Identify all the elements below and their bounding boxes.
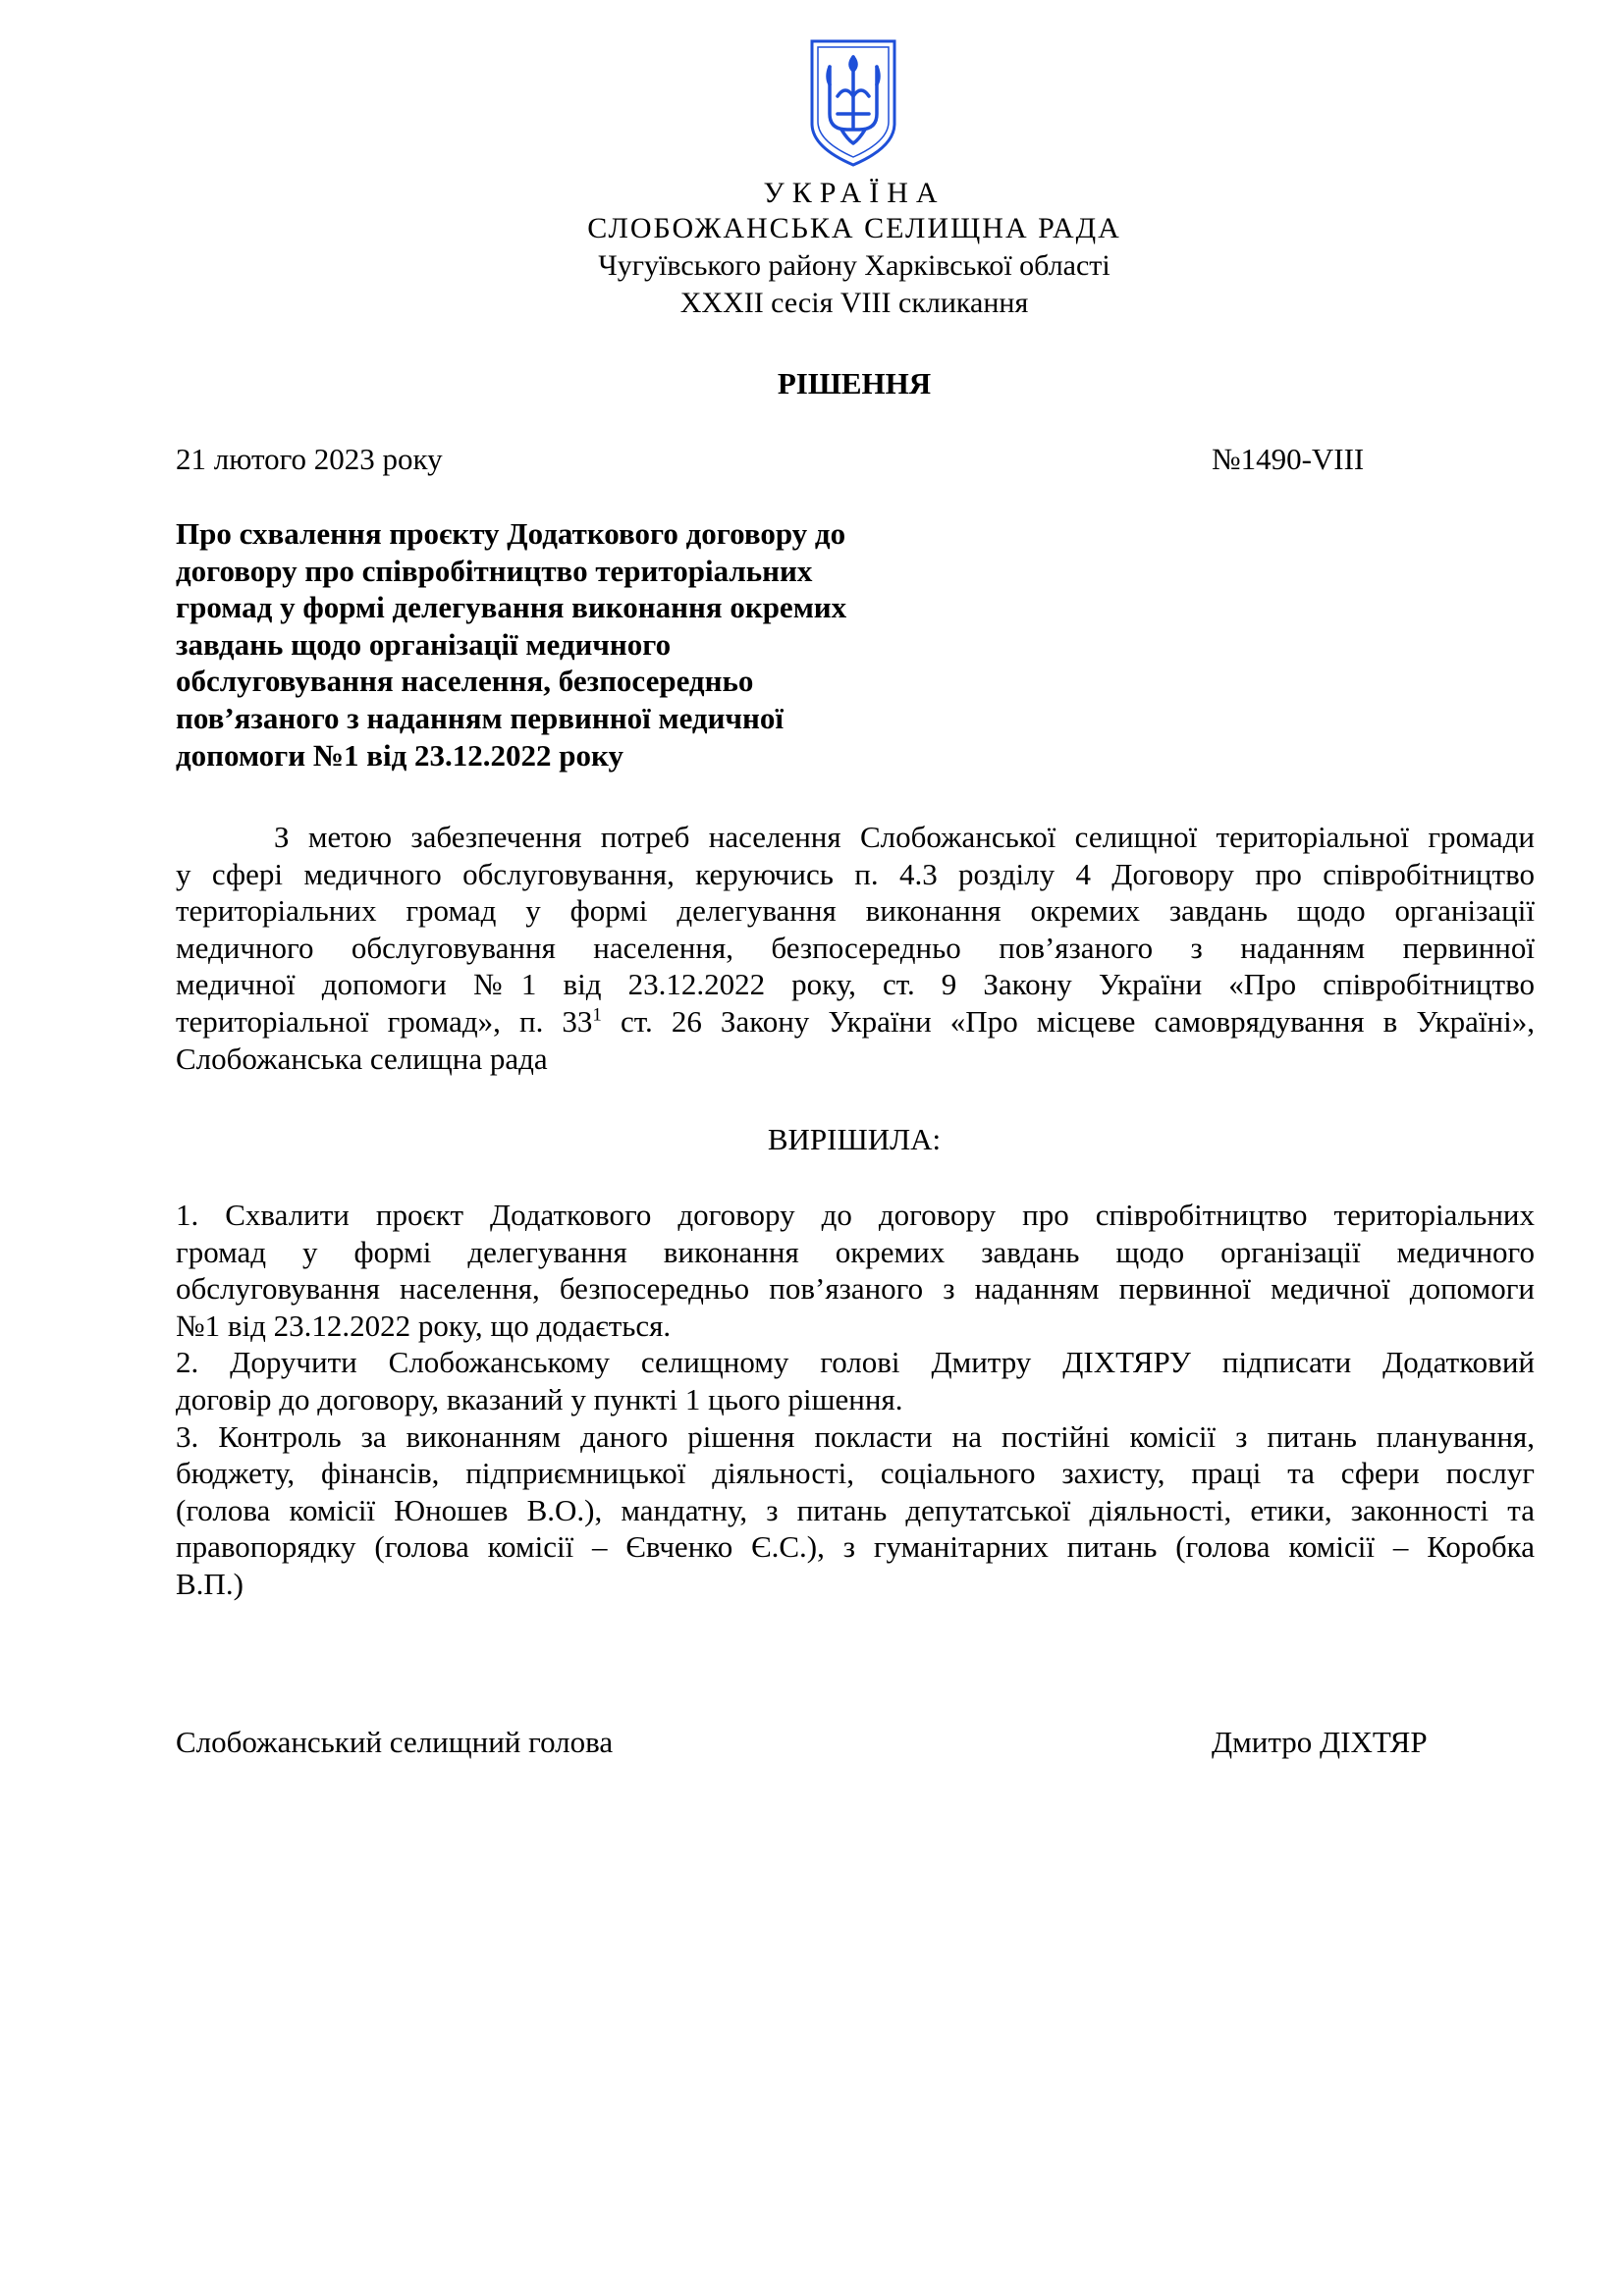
preamble-line: територіальних громад у формі делегування виконання окремих завдань щодо організації <box>176 893 1535 929</box>
decision-date: 21 лютого 2023 року <box>176 442 443 476</box>
subject-line: обслуговування населення, безпосередньо <box>176 664 754 699</box>
item-line: правопорядку (голова комісії – Євченко Є.С.), з гуманітарних питань (голова комісії – Коробка <box>176 1529 1535 1565</box>
superscript: 1 <box>592 1004 602 1026</box>
subject-line: допомоги №1 від 23.12.2022 року <box>176 737 623 773</box>
preamble-text: ст. 26 Закону України «Про місцеве самоврядування в Україні», <box>601 1003 1535 1039</box>
preamble-line: Слобожанська селищна рада <box>176 1041 548 1076</box>
item-line: 1. Схвалити проєкт Додаткового договору до договору про співробітництво територіальних <box>176 1198 1535 1232</box>
council-name: СЛОБОЖАНСЬКА СЕЛИЩНА РАДА <box>587 212 1121 244</box>
session-name: XXXII сесія VIII скликання <box>679 287 1029 319</box>
item-line: В.П.) <box>176 1566 244 1601</box>
item-line: обслуговування населення, безпосередньо пов’язаного з наданням первинної медичної допомоги <box>176 1271 1535 1307</box>
preamble-line: медичного обслуговування населення, безпосередньо пов’язаного з наданням первинної <box>176 930 1535 965</box>
subject-line: пов’язаного з наданням первинної медичної <box>176 700 784 735</box>
country-name: УКРАЇНА <box>763 177 946 209</box>
decision-title: РІШЕННЯ <box>777 366 932 400</box>
signatory-name: Дмитро ДІХТЯР <box>1212 1725 1428 1759</box>
item-line: 2. Доручити Слобожанському селищному голові Дмитру ДІХТЯРУ підписати Додатковий <box>176 1345 1535 1380</box>
item-line: №1 від 23.12.2022 року, що додається. <box>176 1308 672 1343</box>
item-line: громад у формі делегування виконання окремих завдань щодо організації медичного <box>176 1234 1535 1269</box>
preamble-line: у сфері медичного обслуговування, керуючись п. 4.3 розділу 4 Договору про співробітництво <box>176 856 1535 891</box>
preamble <box>176 819 1535 1077</box>
subject-line: договору про співробітництво територіальних <box>176 553 813 588</box>
district-name: Чугуївського району Харківської області <box>598 249 1110 282</box>
item-line: бюджету, фінансів, підприємницької діяльності, соціального захисту, праці та сфери послуг <box>176 1456 1535 1491</box>
preamble-line: З метою забезпечення потреб населення Слобожанської селищної територіальної громади <box>274 820 1535 854</box>
item-line: (голова комісії Юношев В.О.), мандатну, з питань депутатської діяльності, етики, законності та <box>176 1492 1535 1527</box>
decision-items <box>176 1197 1535 1603</box>
item-line: 3. Контроль за виконанням даного рішення покласти на постійні комісії з питань планування, <box>176 1418 1535 1454</box>
subject-line: громад у формі делегування виконання окремих <box>176 590 847 625</box>
item-line: договір до договору, вказаний у пункті 1 цього рішення. <box>176 1381 903 1416</box>
subject-line: завдань щодо організації медичного <box>176 626 672 662</box>
signatory-position: Слобожанський селищний голова <box>176 1725 614 1759</box>
preamble-line: медичної допомоги №1 від 23.12.2022 року, ст. 9 Закону України «Про співробітництво <box>176 967 1535 1002</box>
preamble-text: територіальної громад», п. 33 <box>176 1003 593 1039</box>
coat-of-arms-icon <box>808 37 898 169</box>
resolved-heading: ВИРІШИЛА: <box>767 1122 942 1156</box>
subject-line: Про схвалення проєкту Додаткового договору до <box>176 516 846 551</box>
decision-number: №1490-VIII <box>1212 442 1365 476</box>
preamble-line <box>176 1003 1535 1041</box>
decision-subject <box>176 515 942 774</box>
